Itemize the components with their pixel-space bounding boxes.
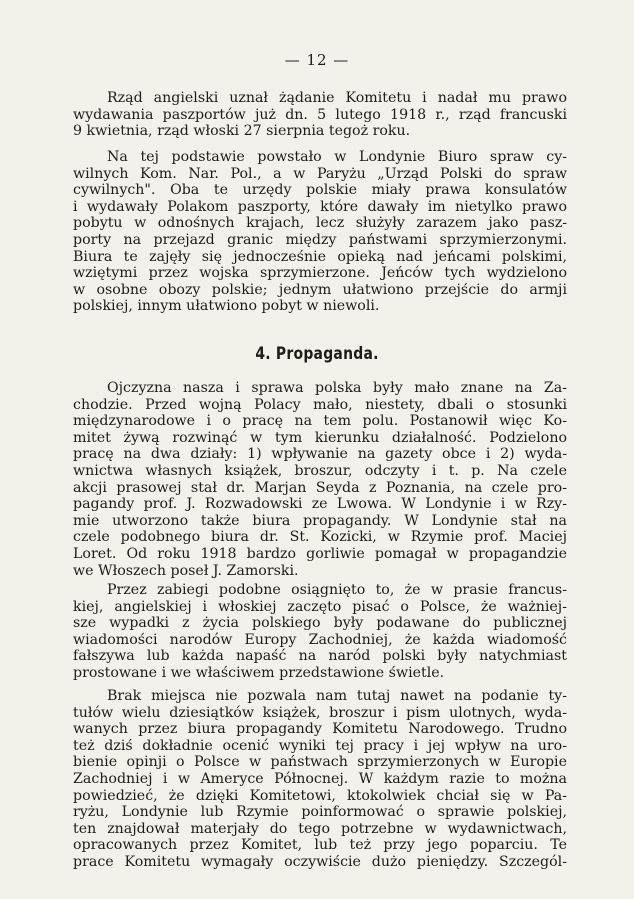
text-line: wziętymi przez wojska sprzymierzone. Jeńców tych wydzielono xyxy=(73,265,567,282)
text-line: akcji prasowej stał dr. Marjan Seyda z Poznania, na czele pro- xyxy=(73,479,567,496)
text-line: cywilnych". Oba te urzędy polskie miały prawa konsulatów xyxy=(73,182,567,199)
text-line: powiedzieć, że dzięki Komitetowi, ktokolwiek chciał się w Pa- xyxy=(73,787,567,804)
text-line: czele podobnego biura dr. St. Kozicki, w Rzymie prof. Maciej xyxy=(73,529,567,546)
text-line: Zachodniej i w Ameryce Północnej. W każdym razie to można xyxy=(73,770,567,787)
text-line: mie utworzono także biura propagandy. W Londynie stał na xyxy=(73,512,567,529)
text-line: bienie opinji o Polsce w państwach sprzymierzonych w Europie xyxy=(73,754,567,771)
paragraph-3 xyxy=(73,380,567,579)
text-line: opracowanych przez Komitet, lub też przy jego poparciu. Te xyxy=(73,837,567,854)
page-number: — 12 — xyxy=(284,51,350,69)
text-line: prace Komitetu wymagały oczywiście dużo pieniędzy. Szczegól- xyxy=(73,853,567,870)
text-line: wnictwa własnych książek, broszur, odczyty i t. p. Na czele xyxy=(73,462,567,479)
text-line: sze wypadki z życia polskiego były podawane do publicznej xyxy=(73,615,567,632)
text-line: we Włoszech poseł J. Zamorski. xyxy=(73,562,299,579)
text-line: tułów wielu dziesiątków książek, broszur i pism ulotnych, wyda- xyxy=(73,704,567,721)
text-line: wydawania paszportów już dn. 5 lutego 1918 r., rząd francuski xyxy=(73,106,567,123)
text-line: ryżu, Londynie lub Rzymie poinformować o sprawie polskiej, xyxy=(73,804,567,821)
text-line: 9 kwietnia, rząd włoski 27 sierpnia tegoż roku. xyxy=(73,123,411,140)
text-line: Przez zabiegi podobne osiągnięto to, że w prasie francus- xyxy=(107,582,567,598)
text-line: też dziś dokładnie ocenić wyniki tej pracy i jej wpływ na uro- xyxy=(73,737,567,754)
text-line: polskiej, innym ułatwiono pobyt w niewoli. xyxy=(73,298,380,315)
text-line: Rząd angielski uznał żądanie Komitetu i nadał mu prawo xyxy=(107,90,567,106)
paragraph-5 xyxy=(73,688,567,871)
text-line: prostowane i we właściwem przedstawione świetle. xyxy=(73,664,445,681)
text-line: Ojczyzna nasza i sprawa polska były mało znane na Za- xyxy=(107,380,567,396)
text-line: chodzie. Przed wojną Polacy mało, niestety, dbali o stosunki xyxy=(73,396,567,413)
text-line: mitet żywą rozwinąć w tym kierunku działalność. Podzielono xyxy=(73,429,567,446)
text-line: kiej, angielskiej i włoskiej zaczęto pisać o Polsce, że ważniej- xyxy=(73,598,567,615)
section-heading: 4. Propaganda. xyxy=(255,344,379,364)
text-line: pracę na dwa działy: 1) wpływanie na gazety obce i 2) wyda- xyxy=(73,446,567,463)
text-line: Brak miejsca nie pozwala nam tutaj nawet na podanie ty- xyxy=(107,688,567,704)
paragraph-1 xyxy=(73,90,567,140)
text-line: i wydawały Polakom paszporty, które dawały im nietylko prawo xyxy=(73,198,567,215)
text-line: porty na przejazd granic między państwami sprzymierzonymi. xyxy=(73,231,567,248)
paragraph-4 xyxy=(73,582,567,682)
text-line: Na tej podstawie powstało w Londynie Biuro spraw cy- xyxy=(107,149,567,165)
text-line: w osobne obozy polskie; jednym ułatwiono przejście do armji xyxy=(73,281,567,298)
text-line: międzynarodowe i o pracę na tem polu. Postanowił więc Ko- xyxy=(73,413,567,430)
text-line: Loret. Od roku 1918 bardzo gorliwie pomagał w propagandzie xyxy=(73,545,567,562)
text-line: Biura te zajęły się jednocześnie opieką nad jeńcami polskimi, xyxy=(73,248,567,265)
text-line: wilnych Kom. Nar. Pol., a w Paryżu „Urząd Polski do spraw xyxy=(73,165,567,182)
text-line: ten znajdował materjały do tego potrzebne w wydawnictwach, xyxy=(73,820,567,837)
text-line: pagandy prof. J. Rozwadowski ze Lwowa. W Londynie i w Rzy- xyxy=(73,496,567,513)
text-line: pobytu w odnośnych krajach, lecz służyły zarazem jako pasz- xyxy=(73,215,567,232)
text-line: wiadomości narodów Europy Zachodniej, że każda wiadomość xyxy=(73,631,567,648)
text-line: wanych przez biura propagandy Komitetu Narodowego. Trudno xyxy=(73,721,567,738)
paragraph-2 xyxy=(73,149,567,315)
text-line: fałszywa lub każda napaść na naród polski były natychmiast xyxy=(73,648,567,665)
